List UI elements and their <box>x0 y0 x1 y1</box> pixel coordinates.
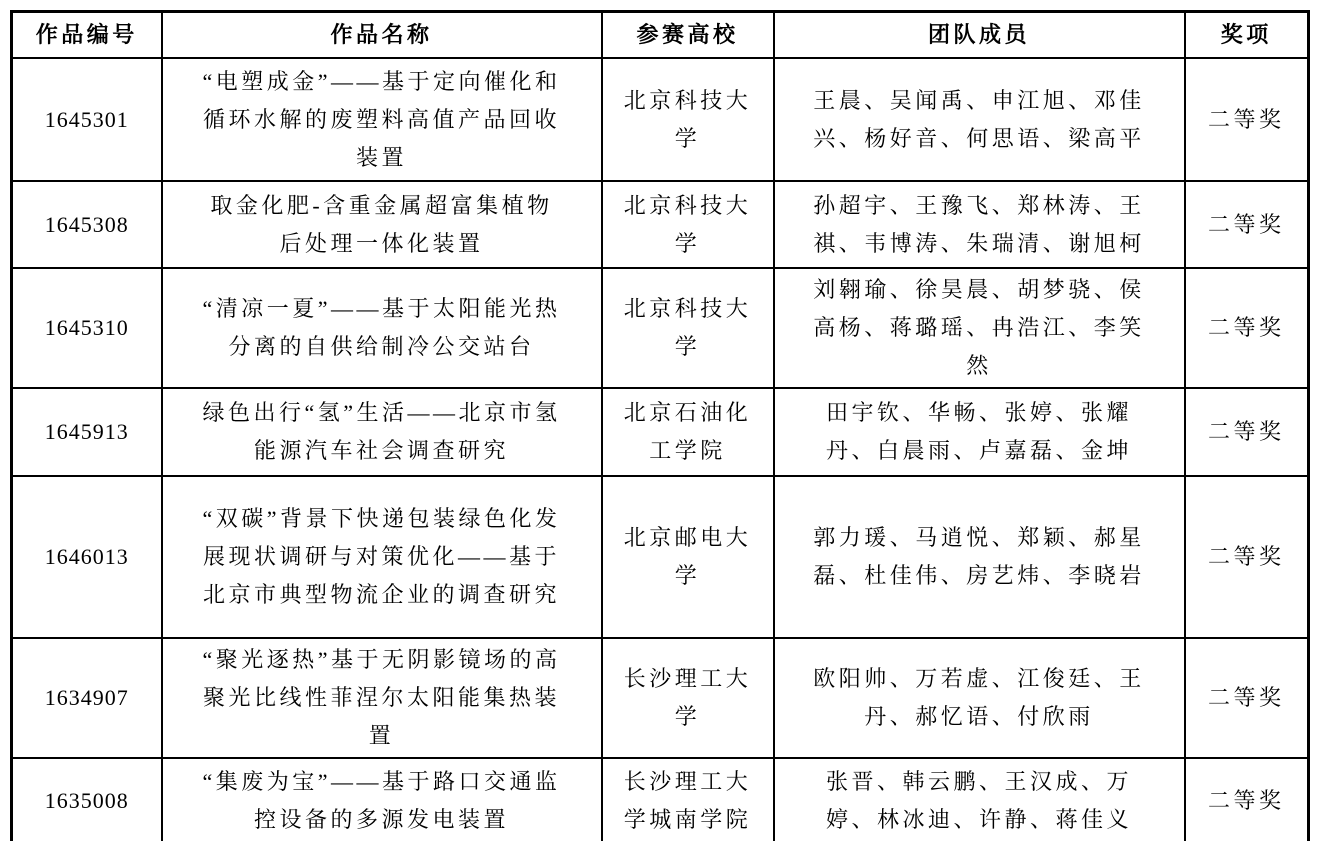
university-text: 长沙理工大学城南学院 <box>623 768 752 832</box>
members-cell <box>774 758 1185 841</box>
members-text: 郭力瑗、马逍悦、郑颖、郝星磊、杜佳伟、房艺炜、李晓岩 <box>813 525 1145 588</box>
header-work-id: 作品编号 <box>12 12 162 59</box>
work-title-text: “清凉一夏”——基于太阳能光热分离的自供给制冷公交站台 <box>202 296 561 359</box>
awards-table <box>10 10 1310 841</box>
award-cell: 二等奖 <box>1185 476 1309 638</box>
header-members: 团队成员 <box>774 12 1185 59</box>
university-text: 长沙理工大学 <box>623 666 752 729</box>
university-cell <box>602 388 774 476</box>
work-id-cell: 1645301 <box>12 58 162 181</box>
table-row <box>12 268 1309 388</box>
university-cell <box>602 58 774 181</box>
award-cell: 二等奖 <box>1185 638 1309 758</box>
work-id-cell: 1646013 <box>12 476 162 638</box>
work-id-cell: 1645310 <box>12 268 162 388</box>
header-university: 参赛高校 <box>602 12 774 59</box>
work-title-cell <box>162 58 602 181</box>
award-cell: 二等奖 <box>1185 268 1309 388</box>
university-text: 北京石油化工学院 <box>623 400 752 463</box>
university-cell <box>602 268 774 388</box>
table-row <box>12 181 1309 268</box>
members-cell <box>774 476 1185 638</box>
table-row <box>12 476 1309 638</box>
award-cell: 二等奖 <box>1185 181 1309 268</box>
table-row <box>12 58 1309 181</box>
table-row <box>12 638 1309 758</box>
members-text: 孙超宇、王豫飞、郑林涛、王祺、韦博涛、朱瑞清、谢旭柯 <box>813 192 1145 256</box>
university-text: 北京科技大学 <box>623 87 752 151</box>
work-title-cell <box>162 758 602 841</box>
work-title-text: “聚光逐热”基于无阴影镜场的高聚光比线性菲涅尔太阳能集热装置 <box>202 647 561 748</box>
members-cell <box>774 388 1185 476</box>
university-text: 北京科技大学 <box>623 192 752 256</box>
members-cell <box>774 268 1185 388</box>
work-title-text: “双碳”背景下快递包装绿色化发展现状调研与对策优化——基于北京市典型物流企业的调查研究 <box>202 506 561 607</box>
members-text: 张晋、韩云鹏、王汉成、万婷、林冰迪、许静、蒋佳义 <box>825 768 1132 832</box>
work-title-text: 绿色出行“氢”生活——北京市氢能源汽车社会调查研究 <box>202 400 561 463</box>
header-award: 奖项 <box>1185 12 1309 59</box>
table-row <box>12 388 1309 476</box>
members-cell <box>774 638 1185 758</box>
university-text: 北京科技大学 <box>623 296 752 359</box>
work-title-text: 取金化肥-含重金属超富集植物后处理一体化装置 <box>210 192 553 256</box>
award-cell: 二等奖 <box>1185 58 1309 181</box>
award-cell: 二等奖 <box>1185 758 1309 841</box>
university-cell <box>602 638 774 758</box>
work-id-cell: 1645308 <box>12 181 162 268</box>
work-title-text: “集废为宝”——基于路口交通监控设备的多源发电装置 <box>202 768 561 832</box>
university-cell <box>602 181 774 268</box>
members-text: 欧阳帅、万若虚、江俊廷、王丹、郝忆语、付欣雨 <box>813 666 1145 729</box>
header-work-title: 作品名称 <box>162 12 602 59</box>
table-row <box>12 758 1309 841</box>
members-cell <box>774 58 1185 181</box>
members-text: 刘翱瑜、徐昊晨、胡梦骁、侯高杨、蒋璐瑶、冉浩江、李笑然 <box>813 277 1145 378</box>
university-cell <box>602 476 774 638</box>
work-id-cell: 1645913 <box>12 388 162 476</box>
work-id-cell: 1635008 <box>12 758 162 841</box>
members-cell <box>774 181 1185 268</box>
work-title-cell <box>162 476 602 638</box>
work-title-cell <box>162 638 602 758</box>
university-cell <box>602 758 774 841</box>
members-text: 王晨、吴闻禹、申江旭、邓佳兴、杨好音、何思语、梁高平 <box>813 87 1145 151</box>
award-cell: 二等奖 <box>1185 388 1309 476</box>
members-text: 田宇钦、华畅、张婷、张耀丹、白晨雨、卢嘉磊、金坤 <box>825 400 1132 463</box>
work-title-text: “电塑成金”——基于定向催化和循环水解的废塑料高值产品回收装置 <box>202 68 561 170</box>
work-id-cell: 1634907 <box>12 638 162 758</box>
work-title-cell <box>162 268 602 388</box>
table-header-row <box>12 12 1309 59</box>
work-title-cell <box>162 181 602 268</box>
work-title-cell <box>162 388 602 476</box>
university-text: 北京邮电大学 <box>623 525 752 588</box>
